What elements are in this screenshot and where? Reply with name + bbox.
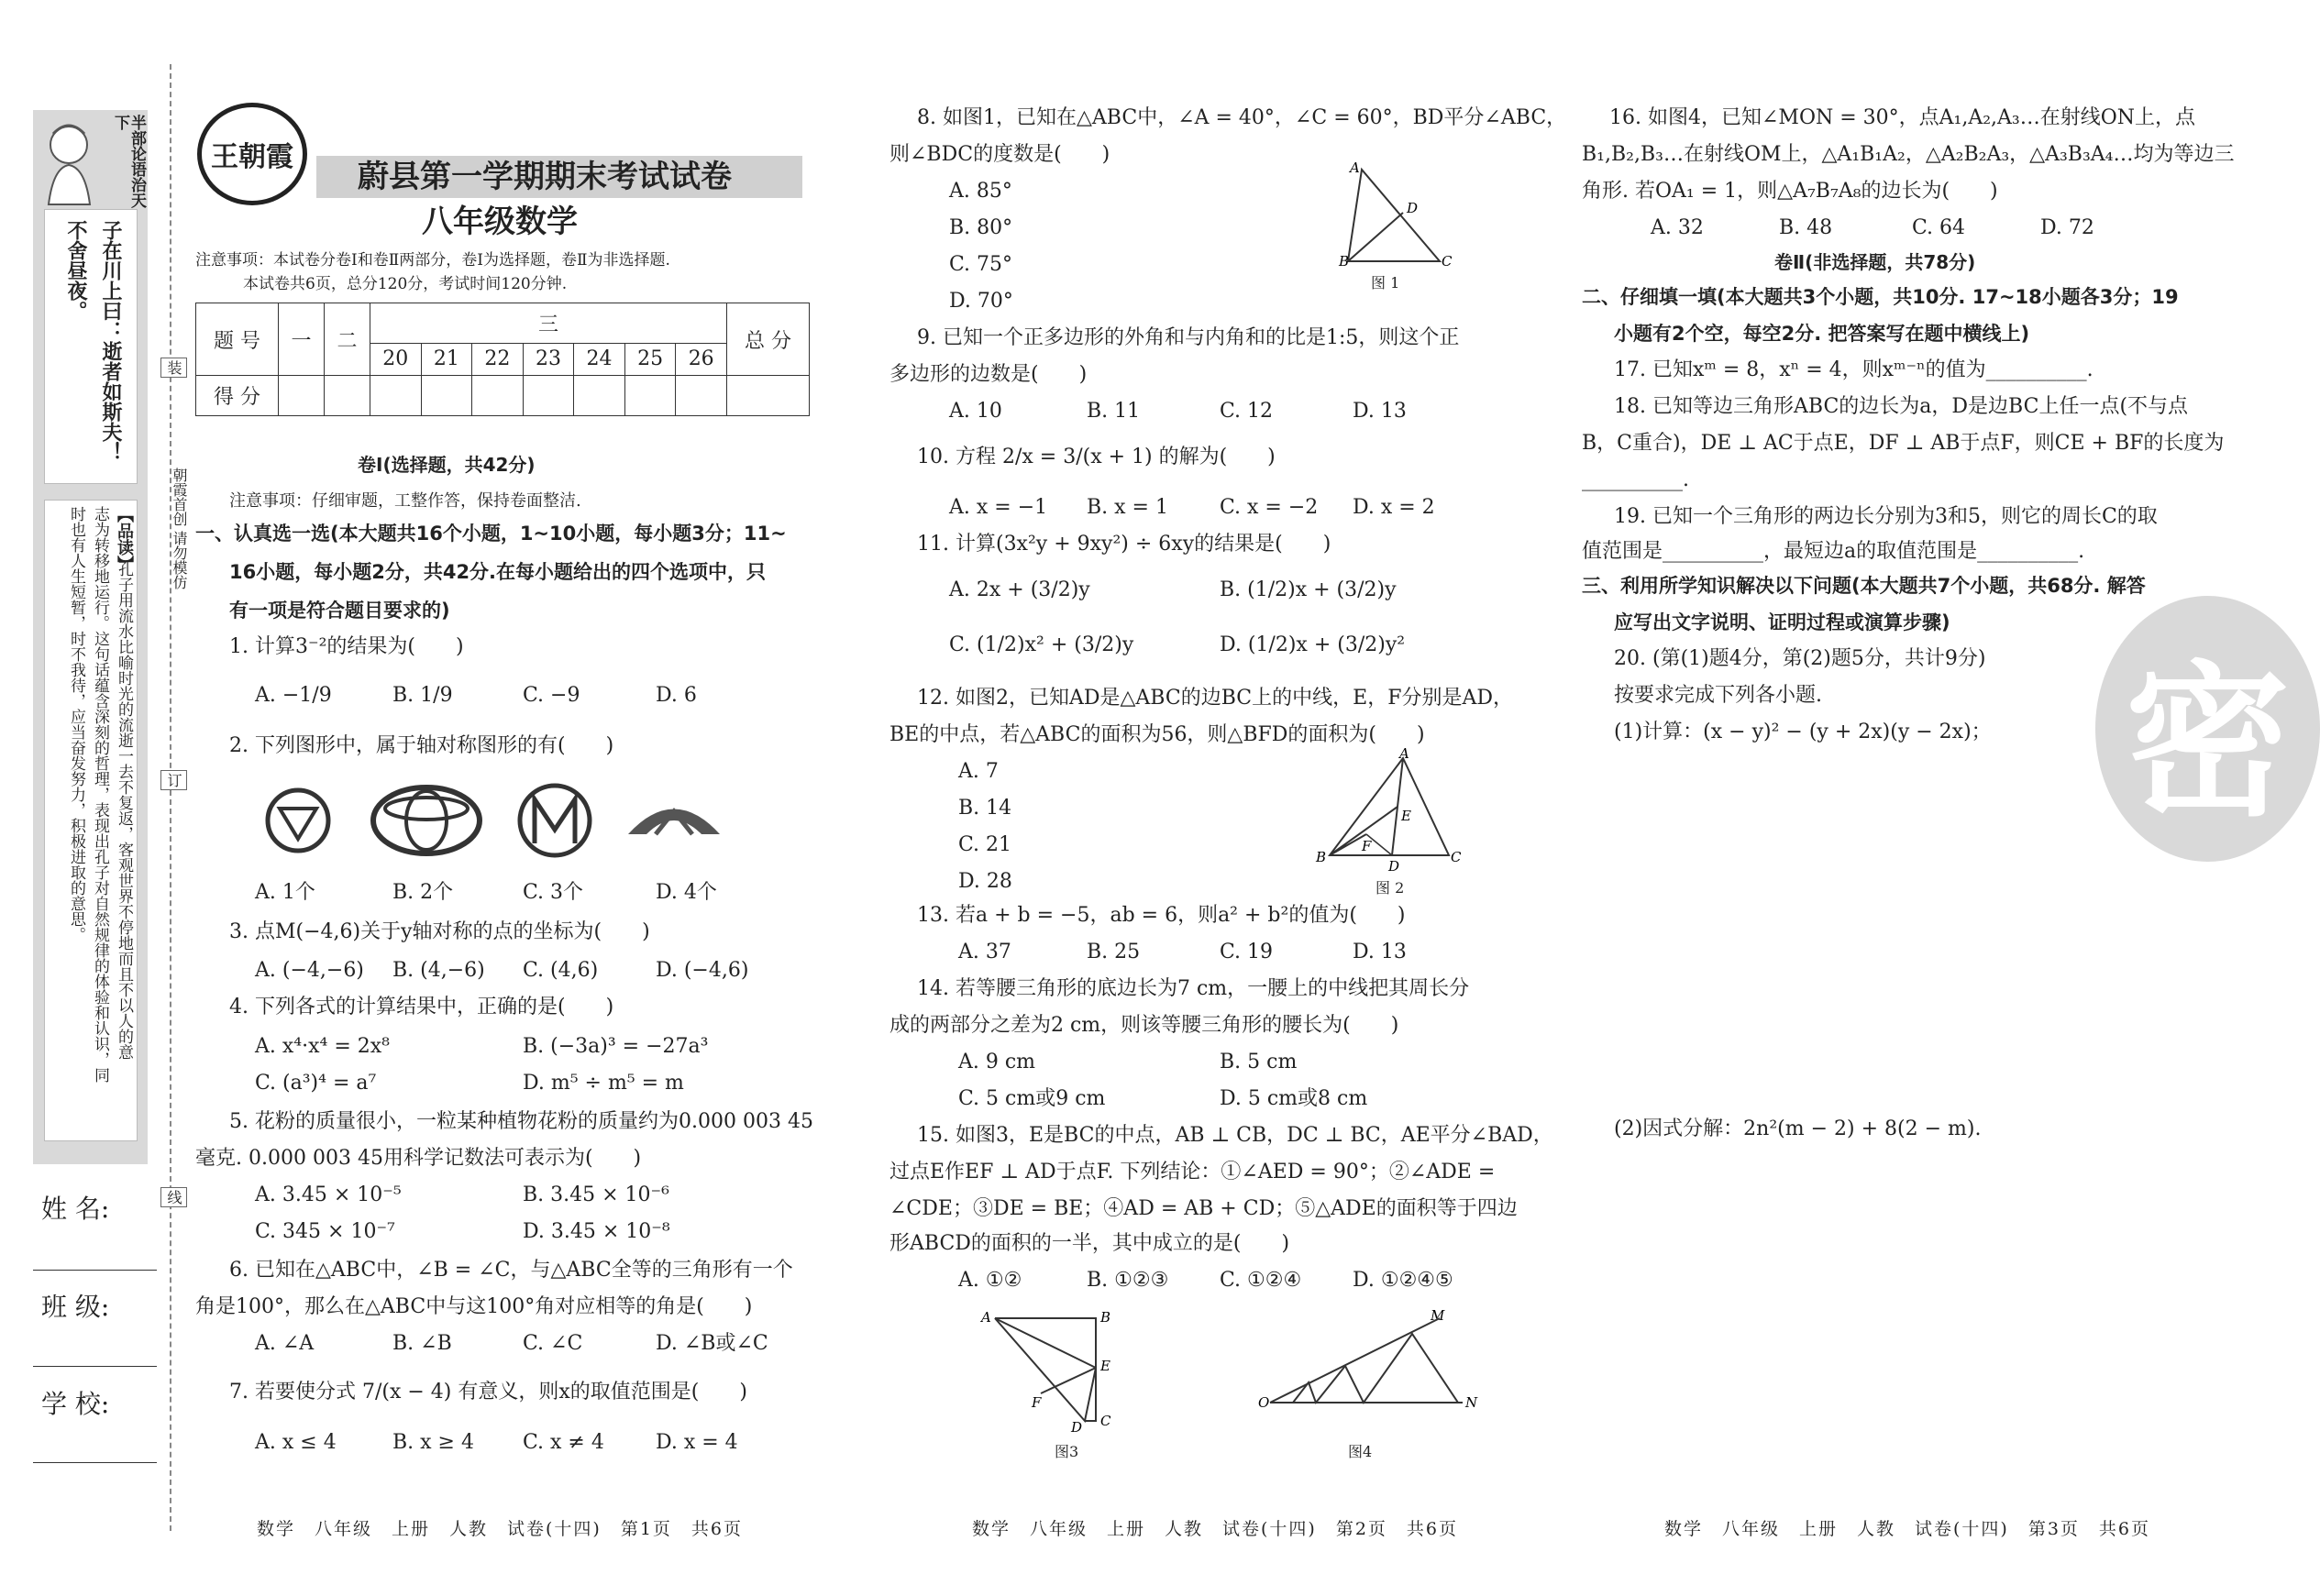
fig1-label-c: C [1442, 253, 1453, 270]
fig3-label-f: F [1032, 1394, 1042, 1411]
school-field-line[interactable] [33, 1462, 157, 1463]
score-total-header: 总 分 [727, 303, 810, 376]
logo-1-icon [268, 790, 328, 851]
part2-heading: 卷Ⅱ(非选择题，共78分) [1774, 251, 1976, 273]
q8-opt-c[interactable]: C. 75° [949, 253, 1013, 276]
fig3-label-d: D [1071, 1419, 1083, 1436]
q16-line-2: B₁,B₂,B₃…在射线OM上，△A₁B₁A₂，△A₂B₂A₃，△A₃B₃A₄…均为等边三 [1582, 143, 2235, 166]
score-cell[interactable] [727, 376, 810, 416]
stamp-text: 密 [2125, 647, 2291, 839]
q8-opt-b[interactable]: B. 80° [949, 216, 1013, 239]
secret-stamp [2095, 596, 2320, 862]
figure-3-caption: 图3 [1055, 1443, 1079, 1460]
q13-opt-b[interactable]: B. 25 [1087, 941, 1141, 963]
q3-opt-b[interactable]: B. (4,−6) [392, 959, 485, 982]
fig1-label-a: A [1350, 160, 1360, 176]
fig4-label-n: N [1465, 1394, 1478, 1411]
q15-line-1: 15. 如图3，E是BC的中点，AB ⊥ CB，DC ⊥ BC，AE平分∠BAD， [917, 1124, 1553, 1147]
figure-1-caption: 图 1 [1371, 274, 1400, 292]
fig3-label-c: C [1100, 1413, 1111, 1429]
q9-opt-b[interactable]: B. 11 [1087, 400, 1141, 423]
q9-line-2: 多边形的边数是( ) [889, 363, 1088, 386]
q1-opt-c[interactable]: C. −9 [523, 684, 580, 707]
q5-opt-c[interactable]: C. 345 × 10⁻⁷ [255, 1220, 395, 1243]
notice-line-2: 本试卷共6页，总分120分，考试时间120分钟. [243, 275, 568, 293]
fig3-label-a: A [981, 1309, 991, 1326]
part1-notice: 注意事项：仔细审题，工整作答，保持卷面整洁. [229, 491, 581, 511]
q5-opt-b[interactable]: B. 3.45 × 10⁻⁶ [523, 1183, 669, 1206]
q7: 7. 若要使分式 7/(x − 4) 有意义，则x的取值范围是( ) [229, 1381, 747, 1403]
q4: 4. 下列各式的计算结果中，正确的是( ) [229, 996, 614, 1018]
fig2-label-a: A [1399, 745, 1409, 762]
q14-opt-d[interactable]: D. 5 cm或8 cm [1220, 1087, 1368, 1110]
section2-line-2: 小题有2个空，每空2分. 把答案写在题中横线上) [1614, 323, 2030, 345]
q20-part-1: (1)计算：(x − y)² − (y + 2x)(y − 2x)； [1614, 721, 1992, 743]
logo-2-icon [373, 787, 480, 853]
q20-intro: 按要求完成下列各小题. [1614, 684, 1822, 707]
score-col-2: 二 [325, 303, 370, 376]
figure-4 [1256, 1302, 1476, 1430]
class-field-line[interactable] [33, 1366, 157, 1367]
fig3-label-e: E [1100, 1358, 1110, 1374]
quote-line-2: 子在川上曰：逝者如斯夫！ [99, 220, 123, 462]
q9-line-1: 9. 已知一个正多边形的外角和与内角和的比是1:5，则这个正 [917, 326, 1460, 349]
q16-line-1: 16. 如图4，已知∠MON = 30°，点A₁,A₂,A₃…在射线ON上，点 [1609, 106, 2196, 129]
q4-opt-d[interactable]: D. m⁵ ÷ m⁵ = m [523, 1072, 684, 1095]
q11-opt-c[interactable]: C. (1/2)x² + (3/2)y [949, 633, 1134, 656]
q3-opt-a[interactable]: A. (−4,−6) [255, 959, 364, 982]
q4-opt-b[interactable]: B. (−3a)³ = −27a³ [523, 1035, 709, 1058]
q2-opt-a[interactable]: A. 1个 [255, 881, 315, 904]
figure-4-caption: 图4 [1348, 1443, 1373, 1460]
q6-opt-a[interactable]: A. ∠A [255, 1332, 315, 1355]
q16-line-3: 角形. 若OA₁ = 1，则△A₇B₇A₈的边长为( ) [1582, 180, 1998, 203]
q18-line-1: 18. 已知等边三角形ABC的边长为a，D是边BC上任一点(不与点 [1614, 395, 2189, 418]
q10: 10. 方程 2/x = 3/(x + 1) 的解为( ) [917, 446, 1276, 468]
q12-line-1: 12. 如图2，已知AD是△ABC的边BC上的中线，E，F分别是AD， [917, 687, 1513, 710]
q20-part-1-answer-area[interactable] [1614, 752, 2164, 1100]
q1-opt-a[interactable]: A. −1/9 [255, 684, 332, 707]
score-row2-label: 得 分 [196, 376, 279, 416]
logo-3-icon [520, 786, 590, 855]
figure-2 [1311, 747, 1472, 875]
fig2-label-c: C [1451, 849, 1462, 865]
q3: 3. 点M(−4,6)关于y轴对称的点的坐标为( ) [229, 920, 650, 943]
exam-title: 蔚县第一学期期末考试试卷 [358, 159, 732, 195]
q20-part-2-answer-area[interactable] [1614, 1150, 2164, 1499]
score-col-3: 三 [370, 303, 727, 344]
footer-page-2: 数学 八年级 上册 人教 试卷(十四) 第2页 共6页 [972, 1519, 1459, 1539]
q6-line-1: 6. 已知在△ABC中，∠B = ∠C，与△ABC全等的三角形有一个 [229, 1259, 793, 1282]
section1-line-3: 有一项是符合题目要求的) [229, 600, 450, 622]
q7-opt-a[interactable]: A. x ≤ 4 [255, 1431, 337, 1454]
name-label: 姓 名: [41, 1194, 110, 1224]
score-cell[interactable] [279, 376, 325, 416]
fig4-label-m: M [1431, 1307, 1445, 1324]
figure-2-caption: 图 2 [1375, 879, 1405, 897]
q13-opt-c[interactable]: C. 19 [1220, 941, 1274, 963]
q12-opt-a[interactable]: A. 7 [958, 760, 999, 783]
q10-opt-b[interactable]: B. x = 1 [1087, 496, 1168, 519]
q11-opt-a[interactable]: A. 2x + (3/2)y [949, 578, 1090, 601]
school-label: 学 校: [41, 1389, 110, 1419]
q10-opt-c[interactable]: C. x = −2 [1220, 496, 1319, 519]
part1-heading: 卷Ⅰ(选择题，共42分) [358, 454, 536, 476]
score-sub: 25 [624, 343, 676, 376]
q6-opt-c[interactable]: C. ∠C [523, 1332, 583, 1355]
margin-portrait [35, 117, 104, 209]
score-cell[interactable] [523, 376, 574, 416]
q8-line-1: 8. 如图1，已知在△ABC中，∠A = 40°，∠C = 60°，BD平分∠ABC， [917, 106, 1567, 129]
section1-line-2: 16小题，每小题2分，共42分.在每小题给出的四个选项中，只 [229, 561, 767, 583]
q8-opt-a[interactable]: A. 85° [949, 180, 1012, 203]
q16-opt-a[interactable]: A. 32 [1651, 216, 1704, 239]
score-sub: 24 [574, 343, 625, 376]
section3-line-2: 应写出文字说明、证明过程或演算步骤) [1614, 611, 1950, 633]
q16-opt-d[interactable]: D. 72 [2040, 216, 2094, 239]
q12-opt-c[interactable]: C. 21 [958, 833, 1012, 856]
q19-line-2[interactable]: 值范围是__________，最短边a的取值范围是__________. [1582, 540, 2085, 563]
notice-line-1: 注意事项：本试卷分卷Ⅰ和卷Ⅱ两部分，卷Ⅰ为选择题，卷Ⅱ为非选择题. [195, 251, 670, 270]
section2-line-1: 二、仔细填一填(本大题共3个小题，共10分. 17~18小题各3分；19 [1582, 286, 2179, 308]
q7-opt-b[interactable]: B. x ≥ 4 [392, 1431, 474, 1454]
footer-page-3: 数学 八年级 上册 人教 试卷(十四) 第3页 共6页 [1664, 1519, 2151, 1539]
score-table [195, 303, 810, 416]
quote-line-1: 不舍昼夜。 [64, 220, 88, 321]
q15-line-3: ∠CDE；③DE = BE；④AD = AB + CD；⑤△ADE的面积等于四边 [889, 1197, 1518, 1220]
q5-line-2: 毫克. 0.000 003 45用科学记数法可表示为( ) [195, 1147, 642, 1170]
q5-opt-a[interactable]: A. 3.45 × 10⁻⁵ [255, 1183, 402, 1206]
q11-opt-d[interactable]: D. (1/2)x + (3/2)y² [1220, 633, 1406, 656]
q7-opt-d[interactable]: D. x = 4 [656, 1431, 738, 1454]
q14-line-1: 14. 若等腰三角形的底边长为7 cm，一腰上的中线把其周长分 [917, 977, 1470, 1000]
q8-line-2: 则∠BDC的度数是( ) [889, 143, 1110, 166]
q13-opt-a[interactable]: A. 37 [958, 941, 1011, 963]
q5-line-1: 5. 花粉的质量很小，一粒某种植物花粉的质量约为0.000 003 45 [229, 1110, 813, 1133]
score-sub: 21 [421, 343, 472, 376]
q2-opt-d[interactable]: D. 4个 [656, 881, 717, 904]
binding-mark-2: 订 [160, 770, 187, 790]
q10-opt-d[interactable]: D. x = 2 [1353, 496, 1435, 519]
fig1-label-d: D [1407, 200, 1419, 216]
q1: 1. 计算3⁻²的结果为( ) [229, 635, 464, 658]
q4-opt-c[interactable]: C. (a³)⁴ = a⁷ [255, 1072, 377, 1095]
q18-line-2: B，C重合)，DE ⊥ AC于点E，DF ⊥ AB于点F，则CE + BF的长度为 [1582, 432, 2225, 455]
score-cell[interactable] [574, 376, 625, 416]
fig4-label-o: O [1258, 1394, 1270, 1411]
q15-opt-c[interactable]: C. ①②④ [1220, 1269, 1302, 1292]
binding-mark-3: 线 [160, 1187, 187, 1207]
score-cell[interactable] [472, 376, 524, 416]
q16-opt-b[interactable]: B. 48 [1779, 216, 1833, 239]
q1-opt-d[interactable]: D. 6 [656, 684, 697, 707]
q19-line-1: 19. 已知一个三角形的两边长分别为3和5，则它的周长C的取 [1614, 505, 2158, 528]
q15-line-2: 过点E作EF ⊥ AD于点F. 下列结论：①∠AED = 90°；②∠ADE = [889, 1161, 1496, 1183]
logo-text: 王朝霞 [211, 141, 293, 173]
section3-line-1: 三、利用所学知识解决以下问题(本大题共7个小题，共68分. 解答 [1582, 575, 2146, 597]
logo-4-icon [628, 809, 720, 835]
q17: 17. 已知xᵐ = 8，xⁿ = 4，则xᵐ⁻ⁿ的值为__________. [1614, 358, 2094, 381]
read-text-2: 志为转移地运行。这句话蕴含深刻的哲理，表现出孔子对自然规律的体验和认识，同 [91, 506, 109, 1083]
q4-opt-a[interactable]: A. x⁴·x⁴ = 2x⁸ [255, 1035, 390, 1058]
score-cell[interactable] [370, 376, 422, 416]
fig3-label-b: B [1100, 1309, 1111, 1326]
seal-text: 朝霞首创 请勿模仿 [171, 468, 188, 590]
exam-subtitle: 八年级数学 [422, 204, 578, 240]
q14-opt-a[interactable]: A. 9 cm [958, 1051, 1036, 1073]
q9-opt-a[interactable]: A. 10 [949, 400, 1002, 423]
q8-opt-d[interactable]: D. 70° [949, 290, 1013, 313]
q12-line-2: BE的中点，若△ABC的面积为56，则△BFD的面积为( ) [889, 723, 1425, 746]
section1-line-1: 一、认真选一选(本大题共16个小题，1~10小题，每小题3分；11~ [195, 523, 787, 545]
q6-opt-d[interactable]: D. ∠B或∠C [656, 1332, 768, 1355]
q11: 11. 计算(3x²y + 9xy²) ÷ 6xy的结果是( ) [917, 533, 1331, 556]
score-sub: 23 [523, 343, 574, 376]
q14-opt-b[interactable]: B. 5 cm [1220, 1051, 1298, 1073]
q20: 20. (第(1)题4分，第(2)题5分，共计9分) [1614, 647, 1986, 670]
score-col-1: 一 [279, 303, 325, 376]
name-field-line[interactable] [33, 1270, 157, 1271]
fig1-label-b: B [1339, 253, 1350, 270]
fig2-label-e: E [1401, 808, 1411, 824]
confucius-portrait-icon [35, 117, 104, 209]
score-cell[interactable] [325, 376, 370, 416]
q12-opt-d[interactable]: D. 28 [958, 870, 1012, 893]
q15-line-4: 形ABCD的面积的一半，其中成立的是( ) [889, 1232, 1290, 1255]
q9-opt-c[interactable]: C. 12 [1220, 400, 1274, 423]
fig2-label-f: F [1362, 838, 1372, 854]
q2: 2. 下列图形中，属于轴对称图形的有( ) [229, 734, 614, 757]
q7-opt-c[interactable]: C. x ≠ 4 [523, 1431, 604, 1454]
q15-opt-a[interactable]: A. ①② [958, 1269, 1022, 1292]
read-label: 【品读】 [115, 506, 134, 572]
q13: 13. 若a + b = −5，ab = 6，则a² + b²的值为( ) [917, 904, 1406, 927]
q3-opt-c[interactable]: C. (4,6) [523, 959, 599, 982]
class-label: 班 级: [41, 1292, 110, 1322]
q2-opt-c[interactable]: C. 3个 [523, 881, 584, 904]
q14-line-2: 成的两部分之差为2 cm，则该等腰三角形的腰长为( ) [889, 1014, 1399, 1037]
margin-phrase: 半部论语治天下 [111, 115, 146, 208]
figure-3 [977, 1302, 1142, 1439]
q6-line-2: 角是100°，那么在△ABC中与这100°角对应相等的角是( ) [195, 1295, 753, 1318]
score-cell[interactable] [676, 376, 727, 416]
q5-opt-d[interactable]: D. 3.45 × 10⁻⁸ [523, 1220, 670, 1243]
q16-opt-c[interactable]: C. 64 [1912, 216, 1966, 239]
read-text-1: 孔子用流水比喻时光的流逝一去不复返，客观世界不停地而且不以人的意 [115, 561, 133, 1060]
q14-opt-c[interactable]: C. 5 cm或9 cm [958, 1087, 1106, 1110]
binding-mark-1: 装 [160, 358, 187, 378]
binding-line [170, 64, 171, 1531]
q15-opt-b[interactable]: B. ①②③ [1087, 1269, 1169, 1292]
q3-opt-d[interactable]: D. (−4,6) [656, 959, 749, 982]
q11-opt-b[interactable]: B. (1/2)x + (3/2)y [1220, 578, 1397, 601]
fig2-label-d: D [1388, 858, 1400, 875]
q20-part-2: (2)因式分解：2n²(m − 2) + 8(2 − m). [1614, 1117, 1982, 1140]
q12-opt-b[interactable]: B. 14 [958, 797, 1012, 820]
q6-opt-b[interactable]: B. ∠B [392, 1332, 452, 1355]
brand-logo [197, 103, 307, 205]
score-row-label: 题 号 [196, 303, 279, 376]
footer-page-1: 数学 八年级 上册 人教 试卷(十四) 第1页 共6页 [257, 1519, 744, 1539]
score-sub: 26 [676, 343, 727, 376]
q1-opt-b[interactable]: B. 1/9 [392, 684, 453, 707]
score-sub: 20 [370, 343, 422, 376]
q10-opt-a[interactable]: A. x = −1 [949, 496, 1048, 519]
q18-line-3[interactable]: __________. [1582, 468, 1689, 491]
q2-logos [261, 779, 747, 862]
read-text-3: 时也有人生短暂，时不我待，应当奋发努力，积极进取的意思。 [67, 506, 85, 942]
score-cell[interactable] [624, 376, 676, 416]
q9-opt-d[interactable]: D. 13 [1353, 400, 1407, 423]
q2-opt-b[interactable]: B. 2个 [392, 881, 454, 904]
fig2-label-b: B [1316, 849, 1327, 865]
score-cell[interactable] [421, 376, 472, 416]
q13-opt-d[interactable]: D. 13 [1353, 941, 1407, 963]
q15-opt-d[interactable]: D. ①②④⑤ [1353, 1269, 1453, 1292]
score-sub: 22 [472, 343, 524, 376]
